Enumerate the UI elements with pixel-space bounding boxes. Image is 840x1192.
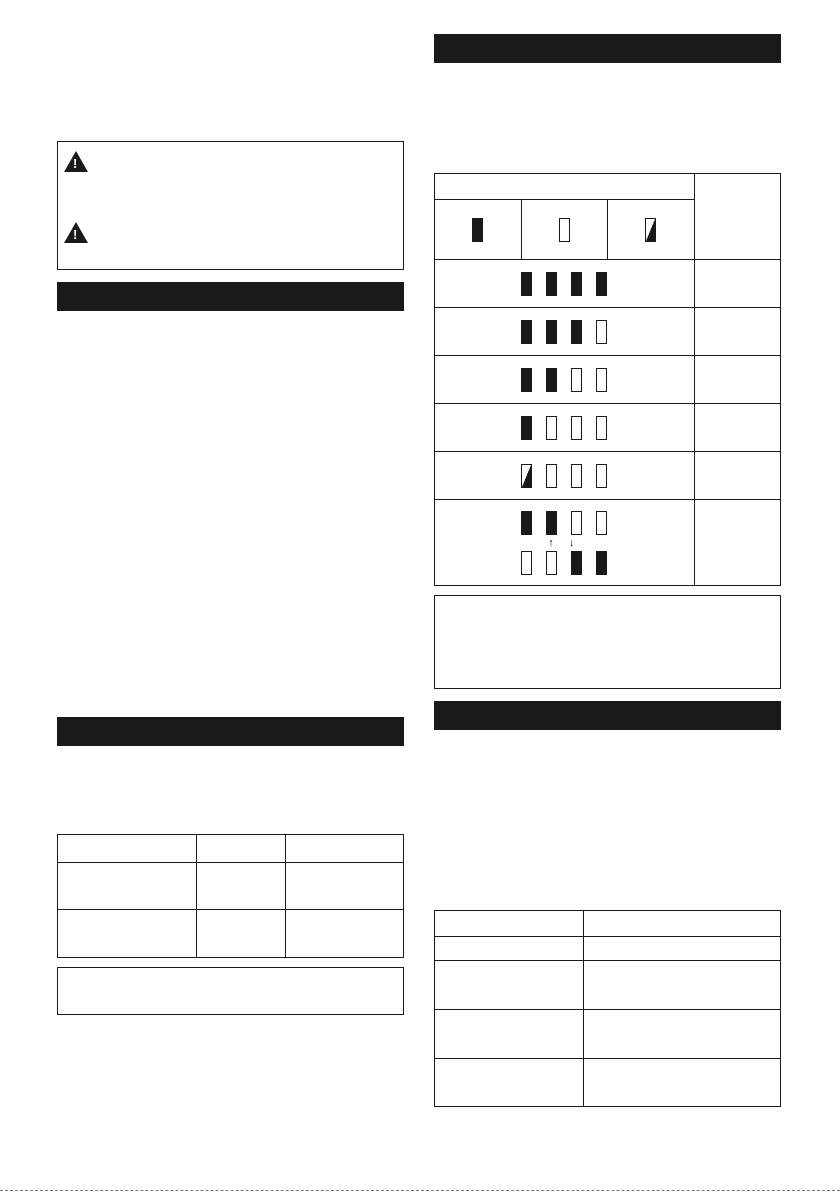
indicator-row	[435, 260, 695, 308]
legend-off	[521, 200, 607, 260]
section-header-bar	[57, 282, 404, 311]
segment-icon	[596, 320, 607, 344]
section-header-bar	[434, 34, 781, 63]
segment-row	[435, 368, 694, 392]
info-table-cell	[435, 961, 584, 1010]
spec-table-cell	[58, 910, 197, 958]
segment-icon	[571, 368, 582, 392]
segment-icon	[521, 320, 532, 344]
capacity-cell	[694, 404, 780, 452]
segment-icon	[546, 368, 557, 392]
capacity-cell	[694, 308, 780, 356]
info-table-cell	[435, 1010, 584, 1059]
alternate-arrows-icon: ↑ ↓	[548, 536, 581, 549]
info-table-cell	[584, 911, 781, 937]
segment-icon	[571, 272, 582, 296]
info-table-cell	[435, 1059, 584, 1107]
spec-table-cell	[58, 863, 197, 910]
segment-icon	[571, 464, 582, 488]
segment-off-icon	[559, 218, 570, 242]
segment-icon	[546, 464, 557, 488]
spec-table-cell	[197, 863, 286, 910]
indicator-row	[435, 452, 695, 500]
segment-icon	[546, 551, 557, 575]
segment-icon	[596, 272, 607, 296]
spec-table-cell	[197, 910, 286, 958]
segment-icon	[521, 368, 532, 392]
spec-table-cell	[197, 835, 286, 863]
capacity-cell	[694, 356, 780, 404]
section-header-bar	[434, 701, 781, 730]
segment-icon	[571, 416, 582, 440]
info-table-cell	[435, 911, 584, 937]
segment-icon	[521, 416, 532, 440]
segment-icon	[546, 320, 557, 344]
info-table-cell	[584, 1059, 781, 1107]
segment-row	[435, 272, 694, 296]
capacity-cell	[694, 260, 780, 308]
segment-icon	[521, 551, 532, 575]
battery-indicator-table	[434, 173, 781, 586]
note-box	[434, 595, 781, 689]
segment-row	[435, 464, 694, 488]
info-table-cell	[584, 961, 781, 1010]
segment-icon	[596, 551, 607, 575]
spec-table-cell	[286, 910, 404, 958]
spec-table-cell	[58, 835, 197, 863]
segment-icon	[571, 551, 582, 575]
segment-icon	[596, 368, 607, 392]
legend-blinking	[607, 200, 694, 260]
indicator-row	[435, 404, 695, 452]
segment-icon	[521, 272, 532, 296]
segment-icon	[521, 511, 532, 535]
indicator-row-alternating	[435, 500, 695, 586]
info-table	[434, 910, 781, 1107]
segment-icon	[546, 416, 557, 440]
segment-blinking-icon	[645, 218, 656, 242]
segment-icon	[546, 511, 557, 535]
capacity-cell	[694, 452, 780, 500]
warning-triangle-icon	[64, 151, 88, 172]
section-header-bar	[57, 717, 404, 746]
info-table-cell	[584, 1010, 781, 1059]
warning-triangle-icon	[64, 222, 88, 243]
indicator-row	[435, 308, 695, 356]
indicator-row	[435, 356, 695, 404]
segment-lit-icon	[472, 218, 483, 242]
segment-row	[435, 416, 694, 440]
note-box	[57, 967, 404, 1015]
remaining-capacity-header	[694, 174, 780, 260]
legend-lit	[435, 200, 522, 260]
spec-table-cell	[286, 863, 404, 910]
segment-icon	[571, 320, 582, 344]
segment-row	[435, 320, 694, 344]
info-table-cell	[435, 937, 584, 961]
segment-row	[435, 511, 694, 535]
warning-box	[57, 141, 404, 270]
segment-icon	[571, 511, 582, 535]
capacity-cell	[694, 500, 780, 586]
segment-icon	[521, 464, 532, 488]
segment-row	[435, 551, 694, 575]
segment-icon	[596, 464, 607, 488]
segment-icon	[596, 511, 607, 535]
segment-icon	[596, 416, 607, 440]
segment-icon	[546, 272, 557, 296]
indicator-legend-header	[435, 174, 695, 200]
spec-table	[57, 834, 404, 958]
spec-table-cell	[286, 835, 404, 863]
info-table-cell	[584, 937, 781, 961]
